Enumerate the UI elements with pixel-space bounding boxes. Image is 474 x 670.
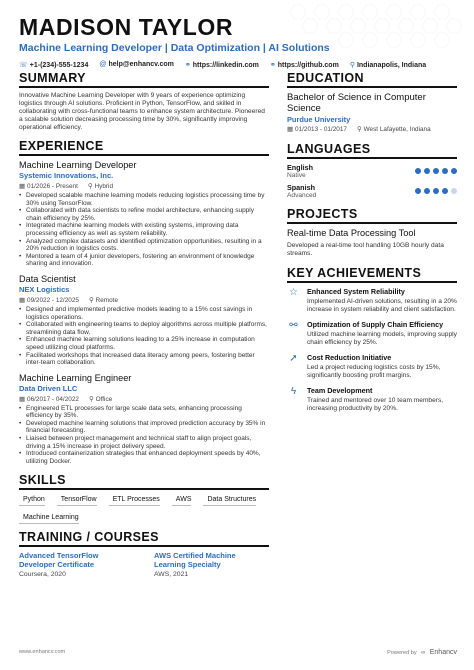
footer-url[interactable]: www.enhancv.com: [19, 649, 66, 655]
job-meta: [19, 296, 269, 304]
course-provider: Coursera, 2020: [19, 571, 66, 579]
bullet-item: • Engineered ETL processes for large scale data sets, enhancing processing efficiency by 35%.: [19, 405, 269, 420]
achievement-text: Utilized machine learning models, improving supply chain efficiency by 25%.: [307, 331, 457, 346]
bullet-item: • Analyzed complex datasets and identified optimization opportunities, resulting in a 20% reduction in logistics costs.: [19, 238, 269, 253]
education-meta: [287, 125, 457, 133]
language-name: Spanish: [287, 183, 315, 192]
language-name: English: [287, 163, 313, 172]
languages-heading: LANGUAGES: [287, 142, 457, 159]
handshake-icon: ⚯: [289, 320, 298, 331]
project-text: Developed a real-time tool handling 10GB hourly data streams.: [287, 242, 444, 257]
page-footer: [19, 649, 457, 656]
job-bullets: [19, 306, 269, 367]
calendar-icon: ▦: [19, 395, 26, 403]
contact-phone[interactable]: ☏ +1-(234)-555-1234: [19, 62, 89, 69]
job-title: Data Scientist: [19, 273, 76, 284]
language-rating: [415, 188, 457, 194]
education-dates: 01/2013 - 01/2017: [295, 126, 347, 133]
skill-tag: Machine Learning: [19, 512, 79, 524]
achievement-title: Enhanced System Reliability: [307, 287, 405, 296]
candidate-headline: Machine Learning Developer | Data Optimization | AI Solutions: [19, 42, 330, 54]
contact-linkedin[interactable]: ⚭ https://linkedin.com: [184, 62, 259, 69]
experience-entry: [19, 274, 269, 367]
course-title: Advanced TensorFlow Developer Certificate: [19, 551, 99, 570]
rocket-icon: ➚: [289, 353, 298, 364]
experience-entry: [19, 373, 269, 466]
bullet-item: • Facilitated workshops that increased data literacy among peers, fostering better inter-team collaboration.: [19, 352, 269, 367]
course-item: [154, 551, 269, 578]
achievement-title: Optimization of Supply Chain Efficiency: [307, 320, 444, 329]
skill-tag: ETL Processes: [109, 494, 160, 506]
course-item: [19, 551, 134, 578]
language-item: [287, 163, 457, 179]
job-location: Office: [95, 395, 113, 403]
star-icon: ☆: [289, 287, 298, 298]
language-rating: [415, 168, 457, 174]
achievement-item: [287, 386, 457, 413]
job-title: Machine Learning Developer: [19, 160, 137, 170]
course-provider: AWS, 2021: [154, 571, 189, 579]
education-school: Purdue University: [287, 115, 351, 124]
calendar-icon: ▦: [287, 126, 294, 133]
job-company[interactable]: Systemic Innovations, Inc.: [19, 171, 114, 180]
course-list: [19, 551, 269, 578]
skills-heading: SKILLS: [19, 473, 269, 490]
bullet-item: • Collaborated with engineering teams to deploy algorithms across multiple platforms, streamlining data flow.: [19, 321, 269, 336]
enhancv-logo-icon: ∞: [421, 650, 426, 656]
bullet-item: • Liaised between project management and technical staff to align project goals, driving a 15% increase in project delivery speed.: [19, 435, 269, 450]
achievements-heading: KEY ACHIEVEMENTS: [287, 266, 457, 283]
job-company[interactable]: Data Driven LLC: [19, 383, 78, 393]
job-meta: [19, 395, 269, 403]
job-location: Hybrid: [94, 183, 114, 190]
job-dates: 06/2017 - 04/2022: [27, 395, 79, 403]
link-icon: ⚭: [269, 62, 276, 69]
job-dates: 01/2026 - Present: [27, 183, 78, 190]
summary-text: Innovative Machine Learning Developer with 9 years of experience optimizing logistics through AI solutions. Proficient in Python, TensorFlow, and skilled in collaborating with cross-functional teams to enhance system architecture. Pioneered a scalable solution decreasing processing time by 30%, significantly improving operational efficiency.: [19, 92, 265, 131]
achievement-text: Trained and mentored over 10 team members, increasing productivity by 20%.: [307, 397, 444, 412]
job-title: Machine Learning Engineer: [19, 372, 132, 383]
job-company[interactable]: NEX Logistics: [19, 284, 70, 294]
skills-list: [19, 494, 269, 524]
contact-email[interactable]: @ help@enhancv.com: [99, 61, 174, 68]
achievement-title: Team Development: [307, 386, 373, 395]
at-icon: @: [99, 61, 107, 68]
footer-powered: Powered by: [387, 650, 417, 656]
rating-dot: [451, 168, 457, 174]
skill-tag: Data Structures: [203, 494, 256, 506]
projects-heading: PROJECTS: [287, 207, 457, 224]
bullet-item: • Designed and implemented predictive models leading to a 15% cost savings in logistics operations.: [19, 306, 269, 321]
rating-dot: [415, 188, 421, 194]
summary-heading: SUMMARY: [19, 71, 269, 88]
job-dates: 09/2022 - 12/2025: [27, 296, 79, 304]
bullet-item: • Mentored a team of 4 junior developers, fostering an environment of knowledge sharing and innovation.: [19, 253, 269, 268]
rating-dot: [442, 168, 448, 174]
achievement-text: Implemented AI-driven solutions, resulting in a 20% increase in system reliability and client satisfaction.: [307, 298, 457, 313]
experience-heading: EXPERIENCE: [19, 139, 269, 156]
footer-brand: Enhancv: [429, 649, 457, 656]
bullet-item: • Introduced containerization strategies that enhanced deployment speeds by 40%, utilizing Docker.: [19, 450, 269, 465]
bullet-item: • Collaborated with data scientists to refine model architecture, enhancing supply chain efficiency by 25%.: [19, 207, 269, 222]
link-icon: ⚭: [184, 62, 191, 69]
location-pin-icon: ⚲: [88, 296, 94, 304]
location-pin-icon: ⚲: [87, 183, 93, 190]
rating-dot: [424, 188, 430, 194]
contact-location: ⚲ Indianapolis, Indiana: [349, 62, 427, 69]
location-pin-icon: ⚲: [349, 62, 355, 69]
experience-entry: [19, 160, 269, 268]
achievement-text: Led a project reducing logistics costs by 15%, significantly boosting profit margins.: [307, 364, 441, 379]
phone-icon: ☏: [19, 62, 28, 69]
skill-tag: Python: [19, 494, 45, 506]
rating-dot: [433, 188, 439, 194]
achievement-item: [287, 353, 457, 380]
job-meta: [19, 182, 269, 190]
calendar-icon: ▦: [19, 183, 26, 190]
rating-dot: [424, 168, 430, 174]
contact-row: [19, 61, 459, 69]
candidate-name: MADISON TAYLOR: [19, 14, 234, 40]
job-bullets: [19, 405, 269, 466]
education-degree: Bachelor of Science in Computer Science: [287, 92, 426, 114]
contact-github[interactable]: ⚭ https://github.com: [269, 62, 339, 69]
language-level: Advanced: [287, 192, 317, 199]
bullet-item: • Enhanced machine learning solutions leading to a 25% increase in computation speed utilizing cloud platforms.: [19, 336, 269, 351]
footer-branding: [387, 649, 457, 656]
achievement-title: Cost Reduction Initiative: [307, 353, 392, 362]
achievement-item: [287, 287, 457, 314]
education-heading: EDUCATION: [287, 71, 457, 88]
bullet-item: • Integrated machine learning models with existing systems, improving data processing efficiency as well as system reliability.: [19, 222, 269, 237]
education-location: West Lafayette, Indiana: [363, 126, 431, 133]
language-level: Native: [287, 172, 306, 179]
job-bullets: [19, 192, 269, 268]
lightning-icon: ϟ: [290, 386, 297, 397]
rating-dot: [442, 188, 448, 194]
location-pin-icon: ⚲: [88, 395, 94, 403]
location-pin-icon: ⚲: [356, 126, 362, 133]
bullet-item: • Developed scalable machine learning models reducing logistics processing time by 30% using TensorFlow.: [19, 192, 269, 207]
skill-tag: TensorFlow: [57, 494, 97, 506]
rating-dot: [451, 188, 457, 194]
job-location: Remote: [95, 296, 119, 304]
project-title: Real-time Data Processing Tool: [287, 228, 416, 238]
course-title: AWS Certified Machine Learning Specialty: [154, 551, 236, 570]
training-heading: TRAINING / COURSES: [19, 530, 269, 547]
bullet-item: • Developed machine learning solutions that improved prediction accuracy by 35% in financial forecasting.: [19, 420, 269, 435]
calendar-icon: ▦: [19, 296, 26, 304]
right-column: [287, 71, 457, 419]
rating-dot: [433, 168, 439, 174]
rating-dot: [415, 168, 421, 174]
resume-header: [19, 14, 459, 69]
achievement-item: [287, 320, 457, 347]
left-column: [19, 71, 269, 578]
skill-tag: AWS: [172, 494, 192, 506]
language-item: [287, 183, 457, 199]
